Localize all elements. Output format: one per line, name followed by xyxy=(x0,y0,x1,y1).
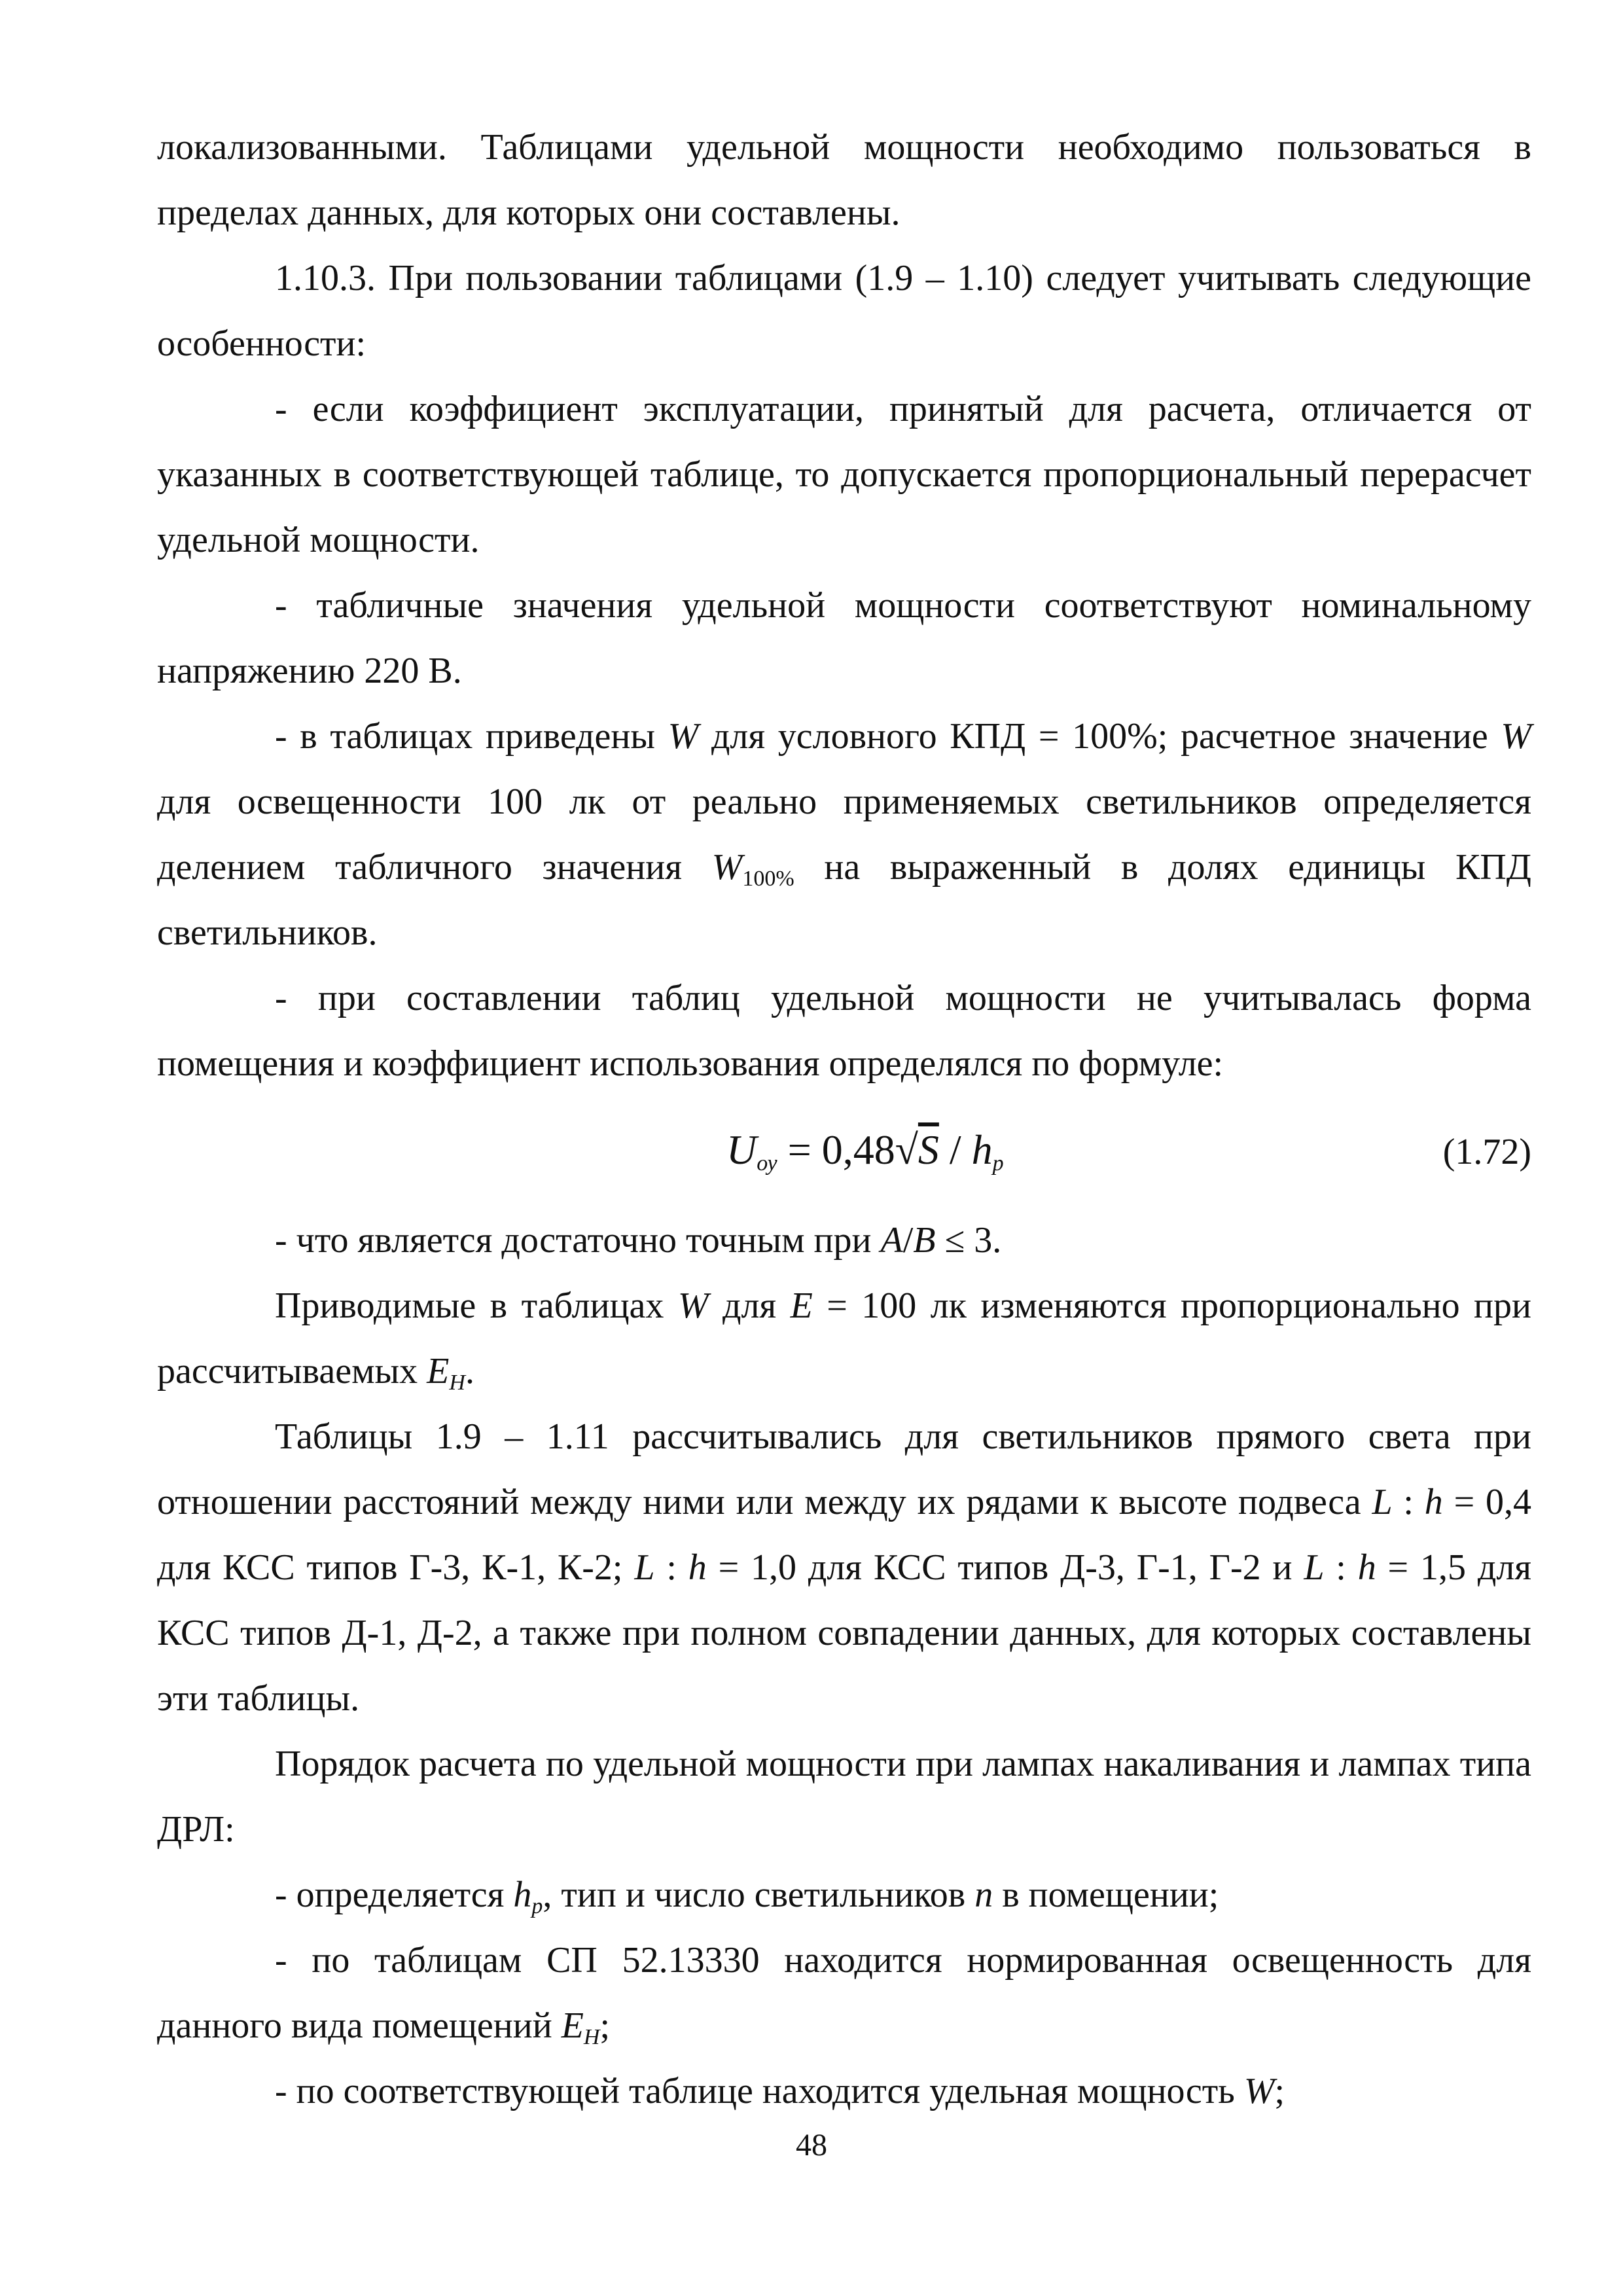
formula-expression: $U_{оу} = 0,48√S / h_p$ xyxy=(726,1126,1004,1175)
paragraph-tables-calculation: Таблицы 1.9 – 1.11 рассчитывались для светильников прямого света при отношении расстояний между ними или между их рядами к высоте подвеса L : h = 0,4 для КСС типов Г-3, К-1, К-2; L : h = 1,0 для КСС типов Д-3, Г-1, Г-2 и L : h = 1,5 для КСС типов Д-1, Д-2, а также при полном совпадении данных, для которых составлены эти таблицы. xyxy=(157,1416,1532,1719)
formula-1-72 xyxy=(157,1113,1531,1191)
paragraph-procedure: Порядок расчета по удельной мощности при лампах накаливания и лампах типа ДРЛ: xyxy=(157,1744,1531,1850)
paragraph-room-shape: - при составлении таблиц удельной мощности не учитывалась форма помещения и коэффициент использования определялся по формуле: xyxy=(157,978,1531,1084)
paragraph-1-10-3: 1.10.3. При пользовании таблицами (1.9 – 1.10) следует учитывать следующие особенности: xyxy=(157,258,1531,364)
paragraph-maintenance-factor: - если коэффициент эксплуатации, принятый для расчета, отличается от указанных в соответствующей таблице, то допускается пропорциональный перерасчет удельной мощности. xyxy=(157,389,1531,560)
paragraph-efficiency: - в таблицах приведены W для условного КПД = 100%; расчетное значение W для освещенности 100 лк от реально применяемых светильников определяется делением табличного значения $W_{100\%}$ на выраженный в долях единицы КПД светильников. xyxy=(157,716,1532,953)
step-determine-hp: - определяется $h_p$, тип и число светильников n в помещении; xyxy=(275,1874,1219,1918)
paragraph-accuracy: - что является достаточно точным при A/B ≤ 3. xyxy=(275,1220,1002,1261)
paragraph-proportional: Приводимые в таблицах W для E = 100 лк изменяются пропорционально при рассчитываемых $E_H$. xyxy=(157,1285,1531,1395)
paragraph-1: локализованными. Таблицами удельной мощности необходимо пользоваться в пределах данных, для которых они составлены. xyxy=(157,127,1531,233)
step-normalized-illuminance: - по таблицам СП 52.13330 находится нормированная освещенность для данного вида помещений $E_H$; xyxy=(157,1940,1531,2049)
paragraph-voltage: - табличные значения удельной мощности соответствуют номинальному напряжению 220 В. xyxy=(157,585,1531,691)
page-number: 48 xyxy=(796,2128,827,2162)
formula-number: (1.72) xyxy=(1442,1132,1531,1172)
step-specific-power: - по соответствующей таблице находится удельная мощность W; xyxy=(275,2071,1285,2111)
